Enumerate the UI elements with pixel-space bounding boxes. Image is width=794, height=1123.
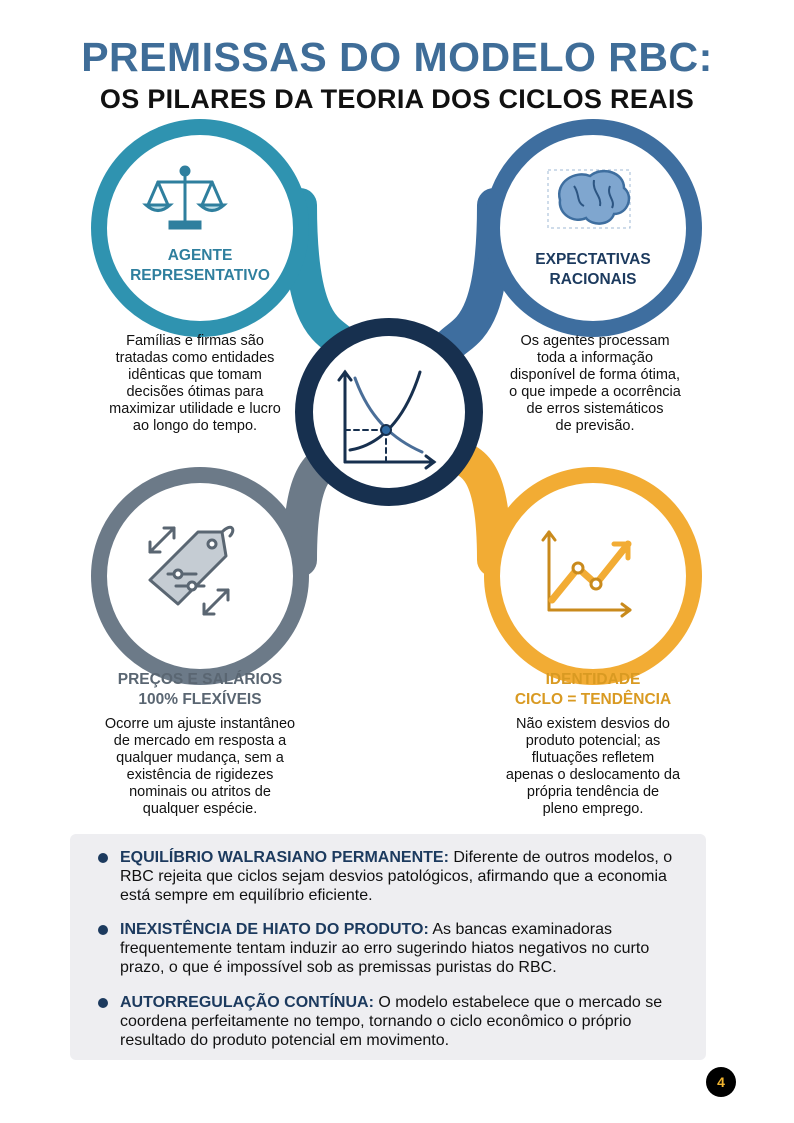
ring-identidade-ciclo [492,475,694,677]
pillar-title-precos-salarios: PREÇOS E SALÁRIOS 100% FLEXÍVEIS [117,671,283,708]
bullet-text: As bancas examinadoras frequentemente tentam induzir ao erro sugerindo hiatos negativos no curto prazo, o que é impossível sob as premissas puristas do RBC. [120,921,650,976]
bullet-dot-icon [98,925,108,935]
bullet-item [98,848,688,905]
bullet-lead: INEXISTÊNCIA DE HIATO DO PRODUTO: [120,921,429,938]
pillar-desc-agente-representativo: Famílias e firmas são tratadas como entidades idênticas que tomam decisões ótimas para maximizar utilidade e lucro ao longo do tempo. [109,333,281,434]
pillar-desc-expectativas-racionais: Os agentes processam toda a informação disponível de forma ótima, o que impede a ocorrência de erros sistemáticos de previsão. [509,333,681,434]
bullet-lead: EQUILÍBRIO WALRASIANO PERMANENTE: [120,849,449,866]
pillar-title-agente-representativo: AGENTE REPRESENTATIVO [130,247,270,284]
bullet-text: O modelo estabelece que o mercado se coordena perfeitamente no tempo, tornando o ciclo econômico o próprio resultado do produto potencial em movimento. [120,994,663,1049]
pillar-desc-precos-salarios: Ocorre um ajuste instantâneo de mercado em resposta a qualquer mudança, sem a existência de rigidezes nominais ou atritos de qualquer espécie. [104,716,296,817]
page-title: PREMISSAS DO MODELO RBC: [81,34,713,80]
bullet-dot-icon [98,998,108,1008]
pillar-title-identidade-ciclo: IDENTIDADE CICLO = TENDÊNCIA [514,671,672,708]
key-points-panel [70,834,706,1060]
page-number: 4 [706,1067,736,1097]
bullet-text: Diferente de outros modelos, o RBC rejeita que ciclos sejam desvios patológicos, afirmando que a economia está sempre em equilíbrio eficiente. [120,849,673,904]
bullet-item [98,993,688,1050]
bullet-lead: AUTORREGULAÇÃO CONTÍNUA: [120,994,374,1011]
page-subtitle: OS PILARES DA TEORIA DOS CICLOS REAIS [99,84,695,114]
center-ring [304,327,474,497]
bullet-item [98,920,688,977]
pillar-desc-identidade-ciclo: Não existem desvios do produto potencial; as flutuações refletem apenas o deslocamento da própria tendência de pleno emprego. [505,716,681,817]
pillar-title-expectativas-racionais: EXPECTATIVAS RACIONAIS [535,251,651,288]
bullet-dot-icon [98,853,108,863]
